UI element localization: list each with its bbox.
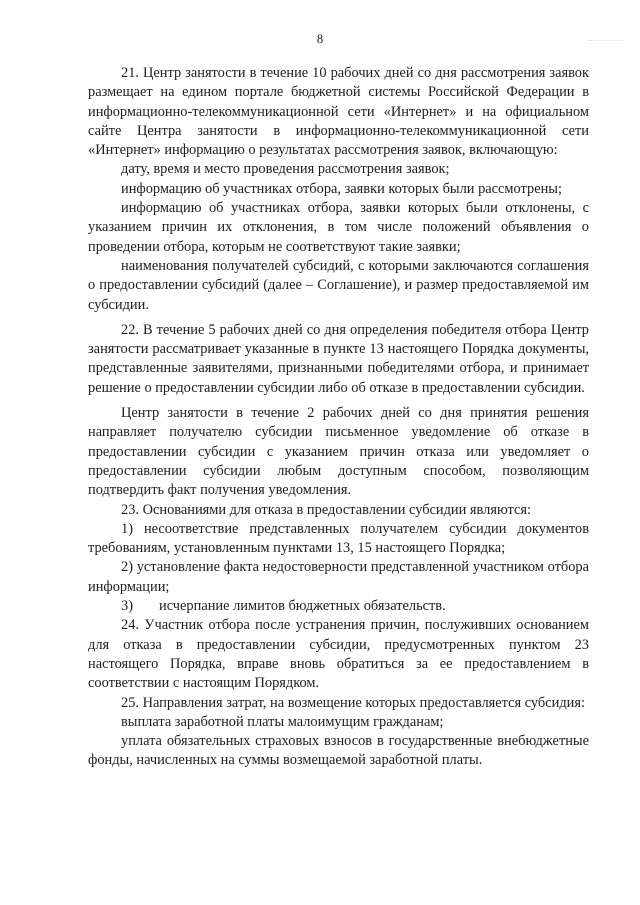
paragraph-item: уплата обязательных страховых взносов в государственные внебюджетные фонды, начисленных на суммы возмещаемой заработной платы. — [88, 733, 589, 769]
paragraph-22: 22. В течение 5 рабочих дней со дня определения победителя отбора Центр занятости рассматривает указанные в пункте 13 настоящего Порядка документы, представленные заявителями, признанными победителями отбора, и принимает решение о предоставлении субсидии либо об отказе в предоставлении субсидии. — [88, 321, 589, 396]
document-body — [88, 64, 589, 771]
paragraph-21: 21. Центр занятости в течение 10 рабочих дней со дня рассмотрения заявок размещает на едином портале бюджетной системы Российской Федерации в информационно-телекоммуникационной сети «Интернет» и на официальном сайте Центра занятости в информационно-телекоммуникационной сети «Интернет» информацию о результатах рассмотрения заявок, включающую: — [88, 65, 589, 159]
paragraph-23: 23. Основаниями для отказа в предоставлении субсидии являются: — [121, 501, 531, 518]
paragraph-item: информацию об участниках отбора, заявки которых были рассмотрены; — [121, 180, 562, 197]
paragraph-item: дату, время и место проведения рассмотрения заявок; — [121, 161, 450, 178]
paragraph-notice: Центр занятости в течение 2 рабочих дней со дня принятия решения направляет получателю субсидии письменное уведомление об отказе в предоставлении субсидии с указанием причин отказа или уведомляет о предоставлении субсидии любым доступным способом, позволяющим подтвердить факт получения уведомления. — [88, 405, 589, 499]
list-item-3-number: 3) — [121, 598, 133, 615]
list-item-3-text: исчерпание лимитов бюджетных обязательств. — [159, 598, 446, 615]
paragraph-24: 24. Участник отбора после устранения причин, послуживших основанием для отказа в предоставлении субсидии, предусмотренных пунктом 23 настоящего Порядка, вправе вновь обратиться за ее предоставлением в соответствии с настоящим Порядком. — [88, 617, 589, 692]
list-item-1: 1) несоответствие представленных получателем субсидии документов требованиям, установленным пунктами 13, 15 настоящего Порядка; — [88, 520, 589, 557]
paragraph-item: выплата заработной платы малоимущим гражданам; — [121, 713, 444, 730]
paragraph-25: 25. Направления затрат, на возмещение которых предоставляется субсидия: — [121, 694, 585, 711]
scan-artifact — [588, 40, 624, 47]
list-item-3 — [88, 597, 589, 616]
paragraph-item: информацию об участниках отбора, заявки которых были отклонены, с указанием причин их отклонения, в том числе положений объявления о проведении отбора, которым не соответствуют такие заявки; — [88, 200, 589, 255]
page-number: 8 — [316, 31, 324, 46]
paragraph-item: наименования получателей субсидий, с которыми заключаются соглашения о предоставлении субсидий (далее – Соглашение), и размер предоставляемой им субсидии. — [88, 257, 589, 313]
list-item-2: 2) установление факта недостоверности представленной участником отбора информации; — [88, 559, 589, 595]
